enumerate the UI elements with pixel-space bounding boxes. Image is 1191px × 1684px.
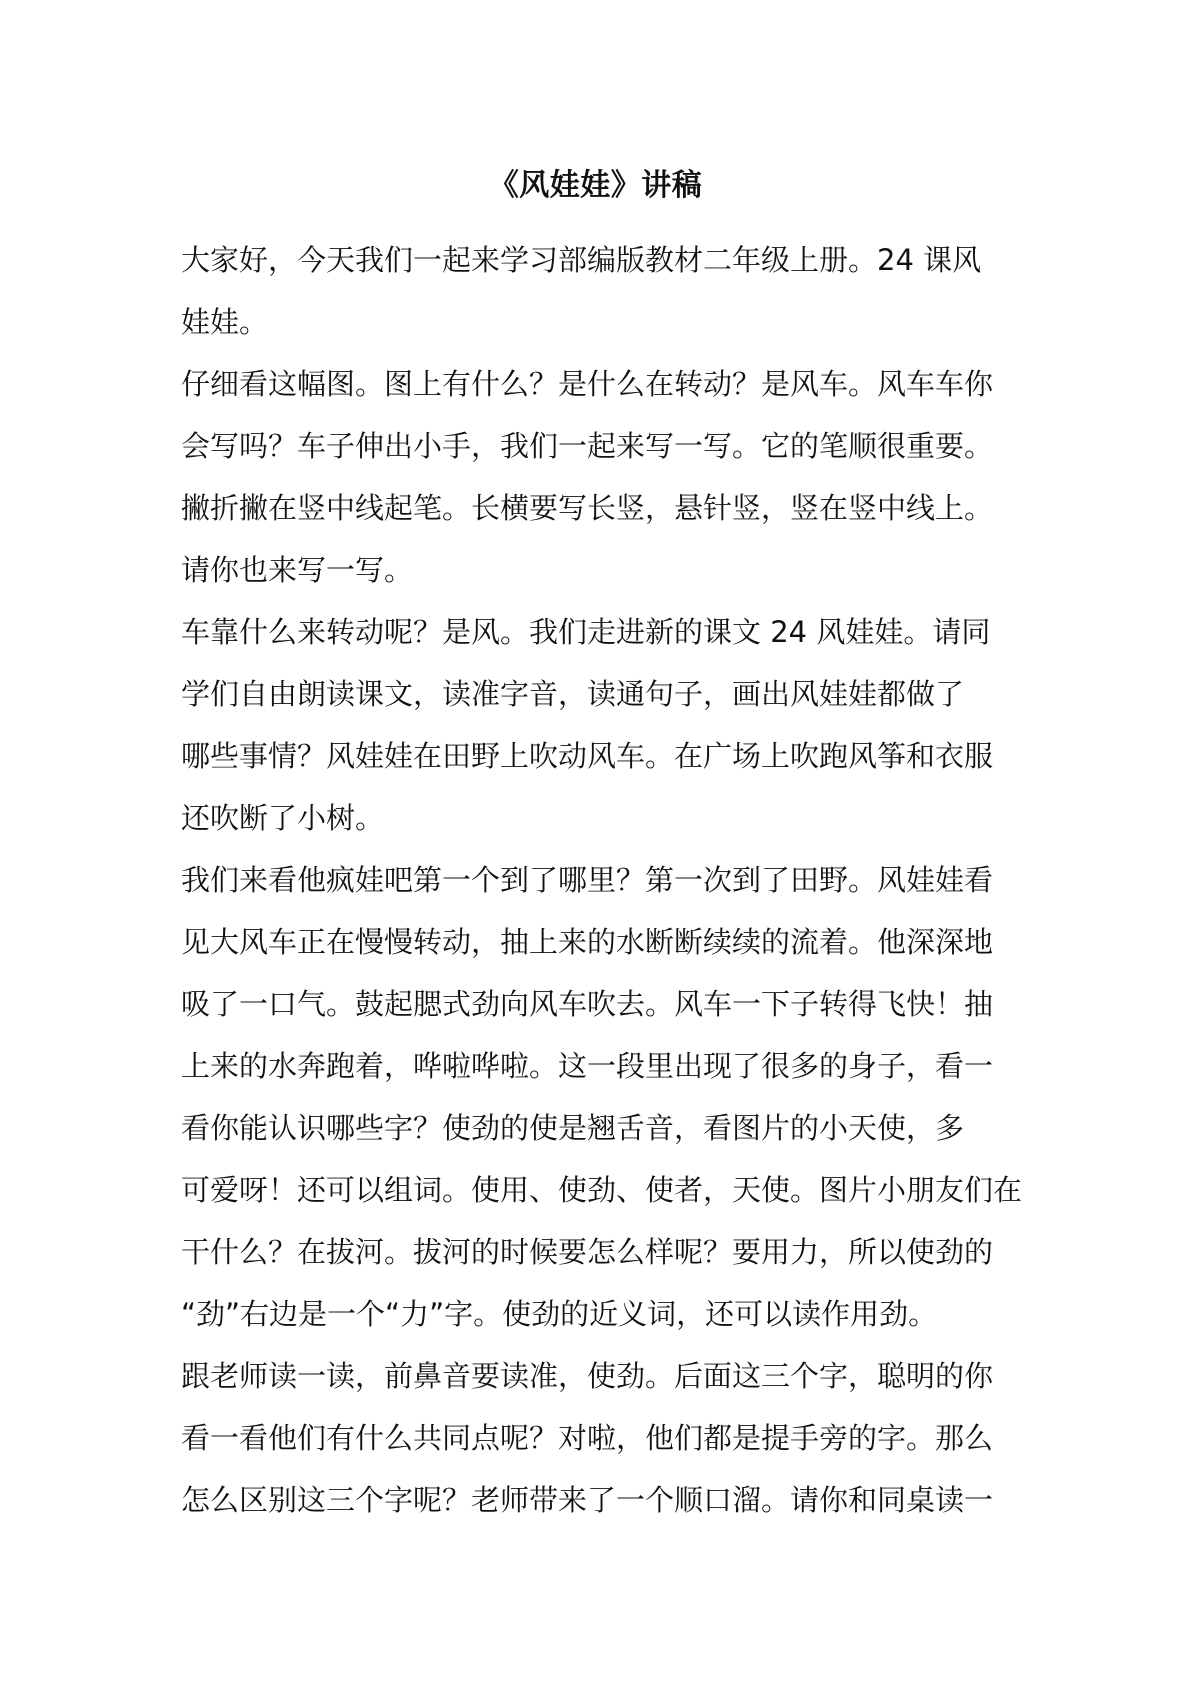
text-line: 怎么区别这三个字呢？老师带来了一个顺口溜。请你和同桌读一 <box>181 1483 994 1517</box>
text-line: 会写吗？车子伸出小手，我们一起来写一写。它的笔顺很重要。 <box>181 429 994 463</box>
document-title: 《风娃娃》讲稿 <box>488 168 703 203</box>
text-line: 干什么？在拔河。拔河的时候要怎么样呢？要用力，所以使劲的 <box>181 1235 994 1269</box>
text-line: 我们来看他疯娃吧第一个到了哪里？第一次到了田野。风娃娃看 <box>181 863 994 897</box>
text-line: 车靠什么来转动呢？是风。我们走进新的课文 24 风娃娃。请同 <box>181 615 991 649</box>
text-line: 吸了一口气。鼓起腮式劲向风车吹去。风车一下子转得飞快！抽 <box>181 987 994 1021</box>
text-line: 撇折撇在竖中线起笔。长横要写长竖，悬针竖，竖在竖中线上。 <box>181 491 994 525</box>
text-line: 学们自由朗读课文，读准字音，读通句子，画出风娃娃都做了 <box>181 677 965 711</box>
text-line: 大家好，今天我们一起来学习部编版教材二年级上册。24 课风 <box>181 243 982 277</box>
text-line: 仔细看这幅图。图上有什么？是什么在转动？是风车。风车车你 <box>181 367 994 401</box>
text-line: 可爱呀！还可以组词。使用、使劲、使者，天使。图片小朋友们在 <box>181 1173 1023 1207</box>
text-line: 娃娃。 <box>181 305 269 339</box>
text-line: 见大风车正在慢慢转动，抽上来的水断断续续的流着。他深深地 <box>181 925 994 959</box>
text-line: 还吹断了小树。 <box>181 801 385 835</box>
text-line: 看你能认识哪些字？使劲的使是翘舌音，看图片的小天使，多 <box>181 1111 965 1145</box>
text-line: 请你也来写一写。 <box>181 553 414 587</box>
text-line: 跟老师读一读，前鼻音要读准，使劲。后面这三个字，聪明的你 <box>181 1359 994 1393</box>
document-body <box>181 229 1023 1531</box>
text-line: “劲”右边是一个“力”字。使劲的近义词，还可以读作用劲。 <box>181 1297 938 1331</box>
text-line: 看一看他们有什么共同点呢？对啦，他们都是提手旁的字。那么 <box>181 1421 994 1455</box>
text-line: 哪些事情？风娃娃在田野上吹动风车。在广场上吹跑风筝和衣服 <box>181 739 994 773</box>
text-line: 上来的水奔跑着，哗啦哗啦。这一段里出现了很多的身子，看一 <box>181 1049 994 1083</box>
